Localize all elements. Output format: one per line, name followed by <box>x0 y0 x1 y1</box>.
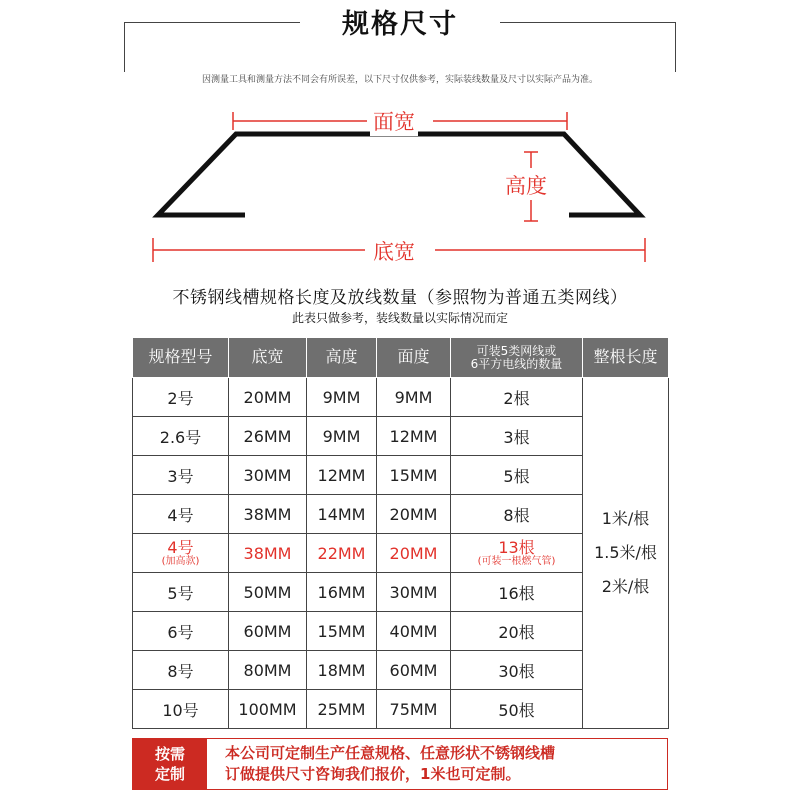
cell-model: 6号 <box>133 612 229 651</box>
bottom-width-label: 底宽 <box>370 236 418 266</box>
cell-face: 12MM <box>377 417 451 456</box>
page-title: 规格尺寸 <box>300 2 500 41</box>
custom-order-text <box>225 743 665 785</box>
table-title: 不锈钢线槽规格长度及放线数量（参照物为普通五类网线） <box>172 288 628 308</box>
count-note: (可装一根燃气管) <box>477 555 556 567</box>
cell-length <box>583 378 669 729</box>
cell-face: 20MM <box>377 534 451 573</box>
header-capacity-line-2: 6平方电线的数量 <box>470 356 563 371</box>
cell-bottom: 20MM <box>229 378 307 417</box>
cell-model: 2号 <box>133 378 229 417</box>
cell-model <box>133 534 229 573</box>
custom-tag-line-1: 按需 <box>154 745 185 763</box>
cell-height: 14MM <box>307 495 377 534</box>
cell-count: 5根 <box>451 456 583 495</box>
custom-tag-line-2: 定制 <box>154 765 185 783</box>
cell-model: 4号 <box>133 495 229 534</box>
cell-height: 16MM <box>307 573 377 612</box>
length-option: 2米/根 <box>601 577 650 596</box>
cell-bottom: 38MM <box>229 495 307 534</box>
header-face-width: 面度 <box>377 338 451 378</box>
cell-bottom: 30MM <box>229 456 307 495</box>
count-value: 13根 <box>498 537 535 557</box>
spec-table <box>132 337 669 729</box>
length-option: 1米/根 <box>601 509 650 528</box>
cell-height: 18MM <box>307 651 377 690</box>
cell-face: 9MM <box>377 378 451 417</box>
cell-face: 30MM <box>377 573 451 612</box>
cell-height: 15MM <box>307 612 377 651</box>
custom-text-line-2: 订做提供尺寸咨询我们报价，1米也可定制。 <box>225 765 521 783</box>
cell-face: 40MM <box>377 612 451 651</box>
custom-order-tag <box>133 739 207 789</box>
cell-face: 20MM <box>377 495 451 534</box>
length-option: 1.5米/根 <box>594 543 657 562</box>
table-note: 此表只做参考，装线数量以实际情况而定 <box>291 311 508 325</box>
header-bottom-width: 底宽 <box>229 338 307 378</box>
cell-bottom: 38MM <box>229 534 307 573</box>
table-row <box>133 378 669 417</box>
cell-count: 16根 <box>451 573 583 612</box>
custom-text-line-1: 本公司可定制生产任意规格、任意形状不锈钢线槽 <box>225 744 556 762</box>
model-note: (加高款) <box>161 555 200 567</box>
cell-bottom: 100MM <box>229 690 307 729</box>
cell-face: 15MM <box>377 456 451 495</box>
cell-model: 3号 <box>133 456 229 495</box>
table-header-row <box>133 338 669 378</box>
header-model: 规格型号 <box>133 338 229 378</box>
header-capacity <box>451 338 583 378</box>
cell-model: 2.6号 <box>133 417 229 456</box>
cell-count: 50根 <box>451 690 583 729</box>
cell-count: 20根 <box>451 612 583 651</box>
title-disclaimer: 因测量工具和测量方法不同会有所误差，以下尺寸仅供参考，实际装线数量及尺寸以实际产品为准。 <box>124 72 676 85</box>
header-height: 高度 <box>307 338 377 378</box>
custom-order-banner <box>132 738 668 790</box>
header-length: 整根长度 <box>583 338 669 378</box>
header <box>0 0 800 100</box>
cell-bottom: 80MM <box>229 651 307 690</box>
cell-height: 9MM <box>307 378 377 417</box>
cell-bottom: 60MM <box>229 612 307 651</box>
cell-count: 8根 <box>451 495 583 534</box>
cell-bottom: 50MM <box>229 573 307 612</box>
cell-height: 9MM <box>307 417 377 456</box>
cell-count: 2根 <box>451 378 583 417</box>
header-capacity-line-1: 可装5类网线或 <box>476 343 557 358</box>
cell-height: 25MM <box>307 690 377 729</box>
cell-face: 60MM <box>377 651 451 690</box>
height-label: 高度 <box>502 170 550 200</box>
model-name: 4号 <box>167 537 194 557</box>
cell-height: 12MM <box>307 456 377 495</box>
cell-bottom: 26MM <box>229 417 307 456</box>
cell-height: 22MM <box>307 534 377 573</box>
cell-model: 5号 <box>133 573 229 612</box>
cell-model: 8号 <box>133 651 229 690</box>
cell-count: 30根 <box>451 651 583 690</box>
top-width-label: 面宽 <box>370 106 418 136</box>
cell-count <box>451 534 583 573</box>
profile-outline <box>158 134 640 215</box>
cell-model: 10号 <box>133 690 229 729</box>
cell-count: 3根 <box>451 417 583 456</box>
cell-face: 75MM <box>377 690 451 729</box>
